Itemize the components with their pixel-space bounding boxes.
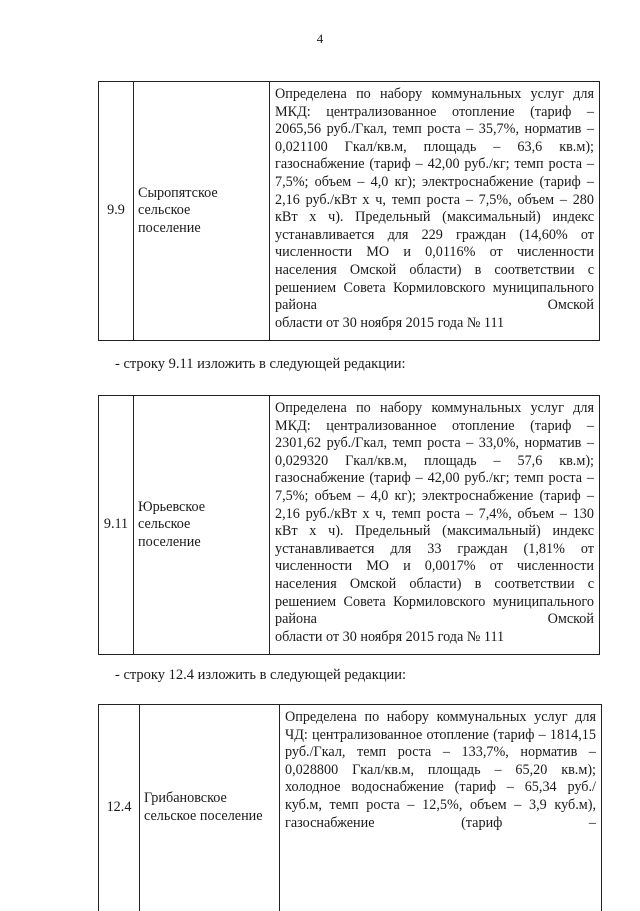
settlement-name-line: сельское поселение bbox=[144, 808, 263, 824]
row-description bbox=[270, 396, 600, 655]
row-number: 9.9 bbox=[99, 82, 134, 341]
table-row bbox=[99, 396, 600, 655]
row-number: 9.11 bbox=[99, 396, 134, 655]
description-text: Определена по набору коммунальных услуг для ЧД: централизованное отопление (тариф – 1814,15 руб./Гкал, темп роста – 133,7%, норматив – 0,028800 Гкал/кв.м, площадь – 65,20 кв.м); холодное водоснабжение (тариф – 65,34 руб./куб.м, темп роста – 12,5%, объем – 3,9 куб.м), газоснабжение (тариф – bbox=[285, 709, 596, 832]
settlement-name bbox=[134, 396, 270, 655]
row-description bbox=[280, 705, 602, 911]
settlement-name-line: поселение bbox=[138, 534, 201, 550]
table-row bbox=[99, 705, 602, 911]
settlement-name-line: поселение bbox=[138, 220, 201, 236]
instruction-line: - строку 9.11 изложить в следующей редакции: bbox=[115, 356, 406, 373]
description-text: Определена по набору коммунальных услуг для МКД: централизованное отопление (тариф – 2301,62 руб./Гкал, темп роста – 33,0%, норматив – 0,029320 Гкал/кв.м, площадь – 57,6 кв.м); газоснабжение (тариф – 42,00 руб./кг; темп роста – 7,5%; объем – 4,0 кг); электроснабжение (тариф – 2,16 руб./кВт х ч, темп роста – 7,4%, объем – 130 кВт х ч). Предельный (максимальный) индекс устанавливается для 33 граждан (1,81% от численности МО и 0,0017% от численности населения Омской области) в соответствии с решением Совета Кормиловского муниципального района Омской bbox=[275, 400, 594, 629]
description-text: Определена по набору коммунальных услуг для МКД: централизованное отопление (тариф – 2065,56 руб./Гкал, темп роста – 35,7%, норматив – 0,021100 Гкал/кв.м, площадь – 63,6 кв.м); газоснабжение (тариф – 42,00 руб./кг; темп роста – 7,5%; объем – 4,0 кг); электроснабжение (тариф – 2,16 руб./кВт х ч, темп роста – 7,5%, объем – 280 кВт х ч). Предельный (максимальный) индекс устанавливается для 229 граждан (14,60% от численности МО и 0,0116% от численности населения Омской области) в соответствии с решением Совета Кормиловского муниципального района Омской bbox=[275, 86, 594, 315]
settlement-name-line: сельское bbox=[138, 516, 190, 532]
row-table-12-4 bbox=[98, 704, 602, 911]
description-last-line: области от 30 ноября 2015 года № 111 bbox=[275, 315, 594, 333]
row-table-9-9 bbox=[98, 81, 600, 341]
page-number: 4 bbox=[0, 31, 640, 47]
settlement-name-line: Сыропятское bbox=[138, 185, 218, 201]
row-number: 12.4 bbox=[99, 705, 140, 911]
row-table-9-11 bbox=[98, 395, 600, 655]
table-row bbox=[99, 82, 600, 341]
settlement-name-line: Грибановское bbox=[144, 790, 227, 806]
row-description bbox=[270, 82, 600, 341]
settlement-name bbox=[134, 82, 270, 341]
settlement-name-line: сельское bbox=[138, 202, 190, 218]
settlement-name bbox=[140, 705, 280, 911]
settlement-name-line: Юрьевское bbox=[138, 499, 205, 515]
description-last-line: области от 30 ноября 2015 года № 111 bbox=[275, 629, 594, 647]
instruction-line: - строку 12.4 изложить в следующей редакции: bbox=[115, 667, 406, 684]
